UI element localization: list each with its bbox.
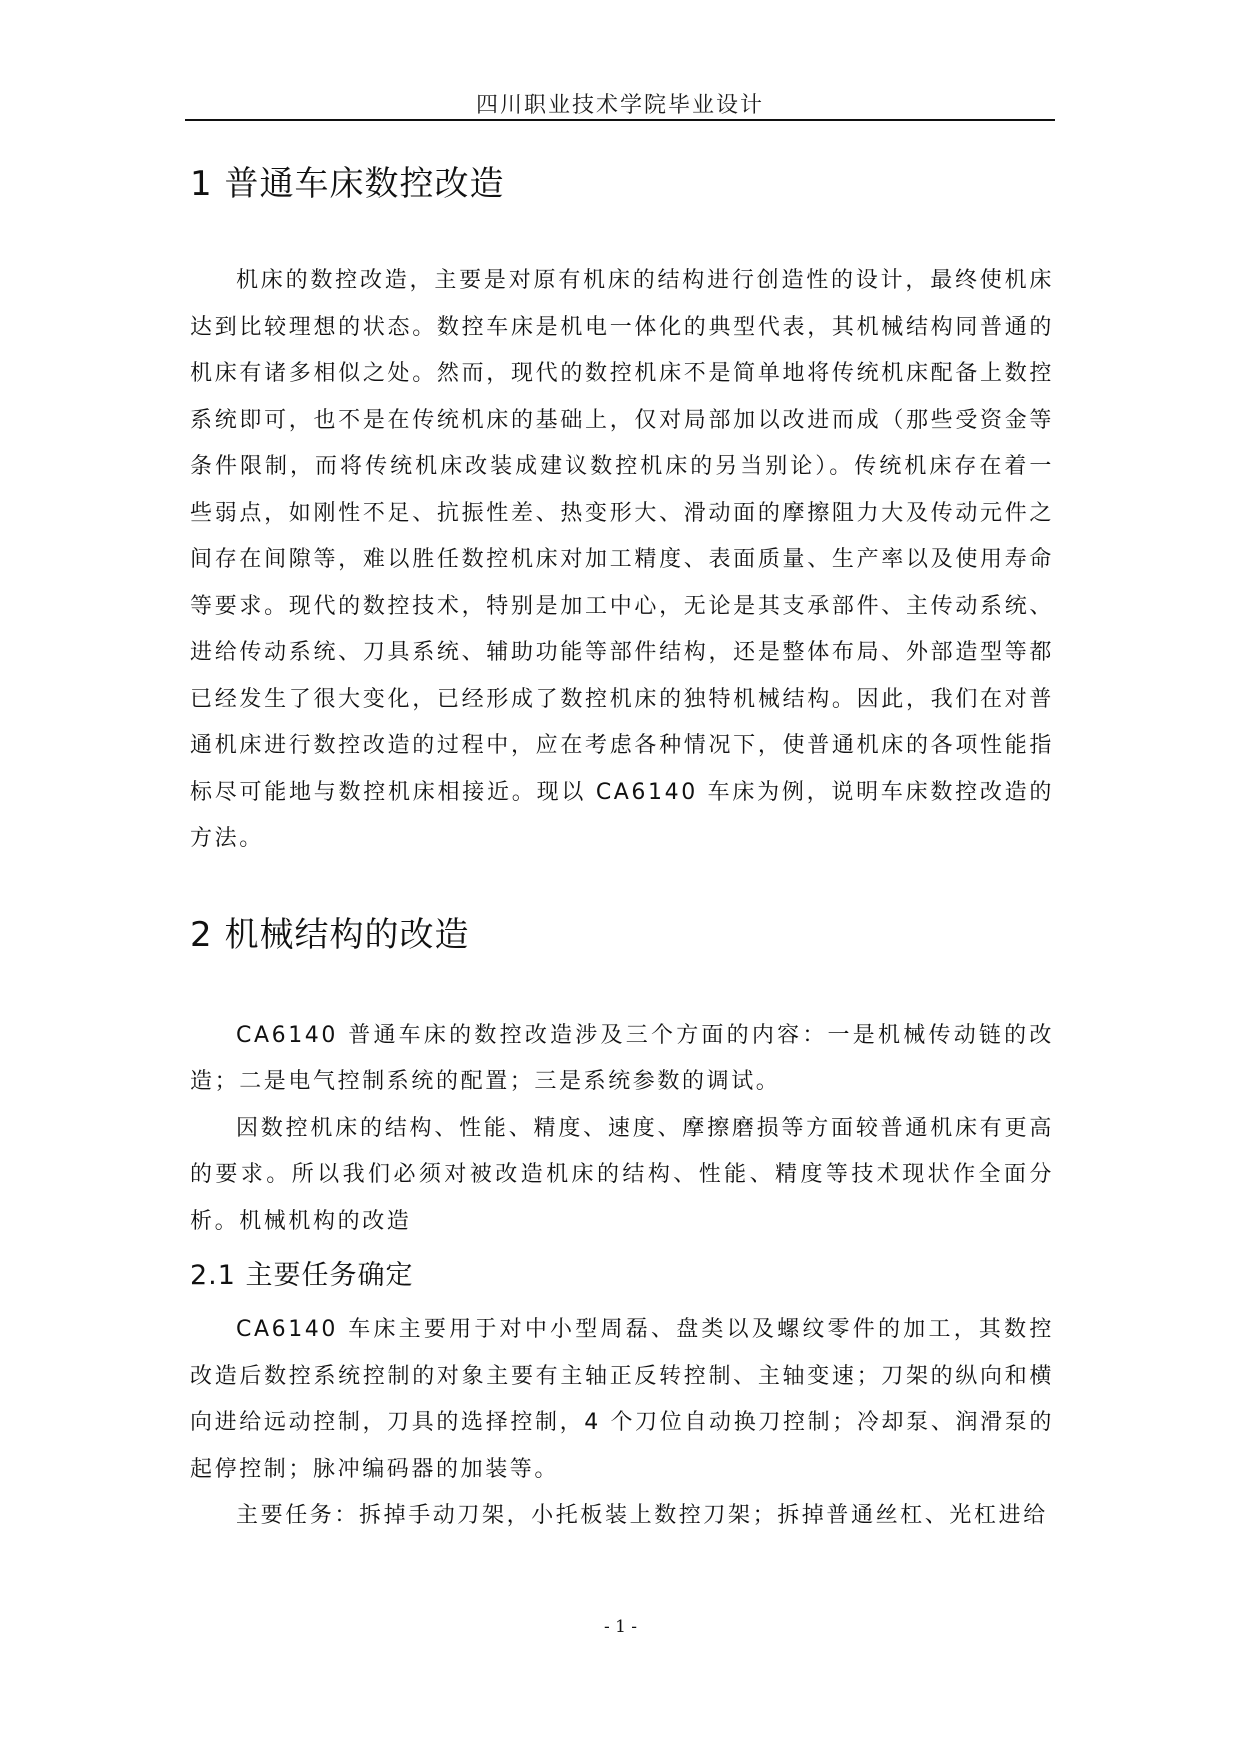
section-1-heading: 1 普通车床数控改造: [190, 164, 505, 204]
section-2-paragraph-2: 因数控机床的结构、性能、精度、速度、摩擦磨损等方面较普通机床有更高的要求。所以我们必须对被改造机床的结构、性能、精度等技术现状作全面分析。机械机构的改造: [190, 1115, 1054, 1234]
section-2-paragraph-1: CA6140 普通车床的数控改造涉及三个方面的内容：一是机械传动链的改造；二是电气控制系统的配置；三是系统参数的调试。: [190, 1022, 1054, 1094]
page-number: - 1 -: [603, 1617, 638, 1637]
section-2-1-paragraph-2: 主要任务：拆掉手动刀架，小托板装上数控刀架；拆掉普通丝杠、光杠进给: [236, 1503, 1048, 1528]
page-content: [190, 140, 1054, 1540]
section-2-1-paragraph-1: CA6140 车床主要用于对中小型周磊、盘类以及螺纹零件的加工，其数控改造后数控系统控制的对象主要有主轴正反转控制、主轴变速；刀架的纵向和横向进给远动控制，刀具的选择控制，4 个刀位自动换刀控制；冷却泵、润滑泵的起停控制；脉冲编码器的加装等。: [190, 1317, 1054, 1482]
section-2-heading: 2 机械结构的改造: [190, 914, 470, 955]
running-header: 四川职业技术学院毕业设计: [475, 93, 764, 118]
header-rule: [185, 119, 1055, 121]
section-1-paragraph: 机床的数控改造，主要是对原有机床的结构进行创造性的设计，最终使机床达到比较理想的状态。数控车床是机电一体化的典型代表，其机械结构同普通的机床有诸多相似之处。然而，现代的数控机床不是简单地将传统机床配备上数控系统即可，也不是在传统机床的基础上，仅对局部加以改进而成（那些受资金等条件限制，而将传统机床改装成建议数控机床的另当别论）。传统机床存在着一些弱点，如刚性不足、抗振性差、热变形大、滑动面的摩擦阻力大及传动元件之间存在间隙等，难以胜任数控机床对加工精度、表面质量、生产率以及使用寿命等要求。现代的数控技术，特别是加工中心，无论是其支承部件、主传动系统、进给传动系统、刀具系统、辅助功能等部件结构，还是整体布局、外部造型等都已经发生了很大变化，已经形成了数控机床的独特机械结构。因此，我们在对普通机床进行数控改造的过程中，应在考虑各种情况下，使普通机床的各项性能指标尽可能地与数控机床相接近。现以 CA6140 车床为例，说明车床数控改造的方法。: [190, 268, 1054, 851]
section-2-1-heading: 2.1 主要任务确定: [190, 1260, 414, 1291]
